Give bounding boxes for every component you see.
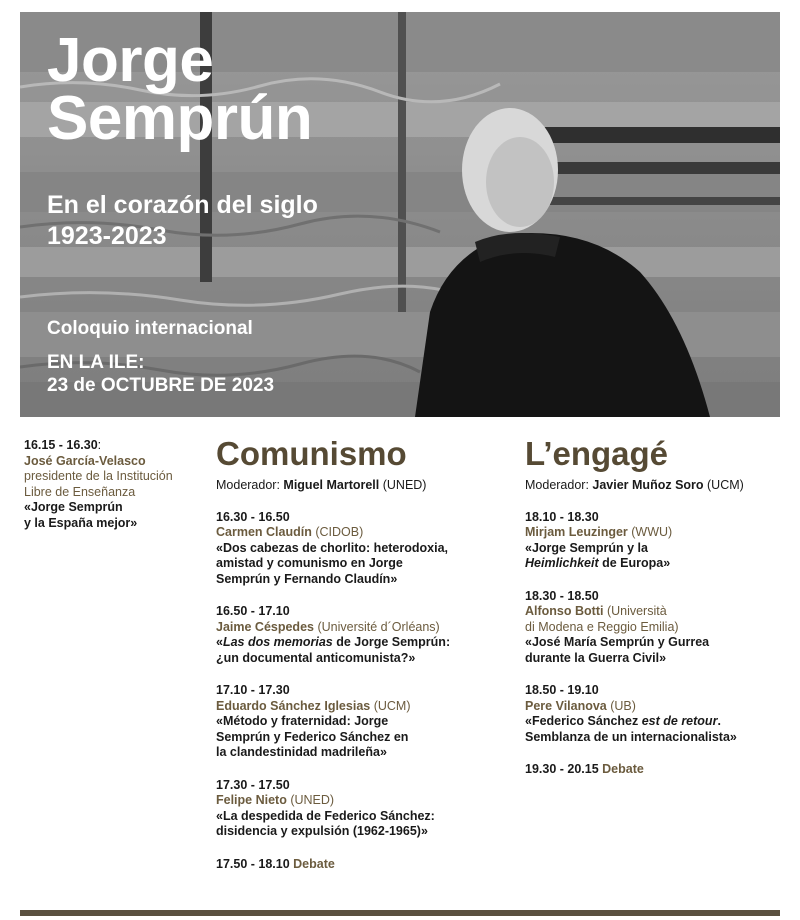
talk-time: 16.30 - 16.50	[216, 509, 290, 524]
speaker-name: Eduardo Sánchez Iglesias	[216, 698, 371, 713]
speaker-name: Carmen Claudín	[216, 525, 312, 539]
talk-speaker	[525, 604, 795, 620]
speaker-affiliation: (Università	[603, 604, 667, 618]
debate-label: Debate	[598, 762, 644, 776]
talk-title-line: «Dos cabezas de chorlito: heterodoxia,	[216, 540, 449, 555]
talk-speaker	[216, 699, 506, 715]
opening-role-line-1: presidente de la Institución	[24, 469, 173, 483]
speaker-affiliation-line-2: di Modena e Reggio Emilia)	[525, 619, 679, 634]
talk-title-line: «La despedida de Federico Sánchez:	[216, 808, 435, 823]
talk-speaker	[216, 620, 506, 636]
section-comunismo	[216, 436, 506, 872]
talk-title-line: Semblanza de un internacionalista»	[525, 729, 737, 744]
talk-time: 18.10 - 18.30	[525, 509, 599, 524]
subtitle	[47, 190, 318, 252]
talk-time: 18.50 - 19.10	[525, 683, 599, 697]
talk-time: 17.10 - 17.30	[216, 683, 290, 697]
talk-title-line	[525, 556, 795, 572]
talk-title-line	[525, 714, 795, 730]
debate-time: 19.30 - 20.15	[525, 762, 599, 776]
subtitle-years: 1923-2023	[47, 222, 167, 250]
speaker-name: Alfonso Botti	[525, 604, 604, 618]
speaker-name: Pere Vilanova	[525, 698, 607, 713]
debate-time: 17.50 - 18.10	[216, 856, 290, 871]
title-post: de Europa»	[598, 556, 671, 570]
talk-item	[525, 589, 795, 667]
opening-talk-line-2: y la España mejor»	[24, 515, 138, 530]
title-emphasis: est de retour	[641, 714, 718, 728]
venue-line: EN LA ILE:	[47, 352, 145, 373]
subtitle-line-1: En el corazón del siglo	[47, 191, 318, 219]
talk-title-line: «Jorge Semprún y la	[525, 540, 648, 555]
hero-banner	[20, 12, 780, 417]
speaker-affiliation: (UB)	[606, 698, 636, 713]
talk-title-line: amistad y comunismo en Jorge	[216, 556, 403, 570]
opening-speaker: José García-Velasco	[24, 453, 146, 468]
opening-session	[24, 438, 199, 531]
speaker-affiliation: (UNED)	[286, 793, 335, 807]
moderator-affiliation: (UNED)	[379, 478, 427, 492]
speaker-affiliation: (UCM)	[370, 698, 411, 713]
talk-time: 17.30 - 17.50	[216, 777, 290, 792]
opening-time-suffix: :	[97, 438, 102, 452]
talk-title-line: Semprún y Federico Sánchez en	[216, 729, 409, 744]
speaker-name: Mirjam Leuzinger	[525, 525, 628, 539]
speaker-name: Jaime Céspedes	[216, 619, 314, 634]
moderator-name: Miguel Martorell	[283, 478, 380, 492]
talk-title-line: «José María Semprún y Gurrea	[525, 635, 710, 649]
talk-item	[216, 604, 506, 666]
talk-item	[216, 510, 506, 588]
moderator	[216, 478, 506, 494]
speaker-affiliation: (WWU)	[627, 525, 673, 539]
title-pre: «Federico Sánchez	[525, 714, 642, 728]
opening-role-line-2: Libre de Enseñanza	[24, 484, 136, 499]
debate-row	[525, 762, 795, 778]
title-line-2: Semprún	[47, 84, 313, 153]
talk-item	[216, 778, 506, 840]
talk-speaker	[216, 793, 506, 809]
speaker-name: Felipe Nieto	[216, 793, 287, 807]
section-engage	[525, 436, 795, 778]
talk-time: 18.30 - 18.50	[525, 588, 599, 603]
talk-title-line: durante la Guerra Civil»	[525, 650, 667, 665]
moderator-label: Moderador:	[216, 478, 284, 492]
title-pre: «	[216, 635, 223, 649]
debate-row	[216, 857, 506, 873]
moderator-name: Javier Muñoz Soro	[592, 478, 704, 492]
title-emphasis: Heimlichkeit	[525, 556, 599, 570]
talk-time: 16.50 - 17.10	[216, 604, 290, 618]
moderator-label: Moderador:	[525, 478, 593, 492]
talk-speaker	[525, 699, 795, 715]
talk-title-line: ¿un documental anticomunista?»	[216, 650, 416, 665]
title-line-1: Jorge	[47, 26, 214, 95]
talk-title-line: la clandestinidad madrileña»	[216, 745, 387, 759]
date-line: 23 de OCTUBRE DE 2023	[47, 375, 275, 396]
moderator	[525, 478, 795, 494]
talk-speaker	[525, 525, 795, 541]
speaker-affiliation: (CIDOB)	[311, 525, 364, 539]
opening-time: 16.15 - 16.30	[24, 438, 98, 452]
speaker-affiliation: (Université d´Orléans)	[313, 619, 440, 634]
section-title: L’engagé	[525, 435, 669, 472]
moderator-affiliation: (UCM)	[703, 478, 744, 492]
opening-talk-line-1: «Jorge Semprún	[24, 500, 123, 514]
section-title: Comunismo	[216, 435, 407, 472]
talk-item	[525, 510, 795, 572]
talk-title-line: Semprún y Fernando Claudín»	[216, 571, 398, 586]
bottom-divider	[20, 910, 780, 916]
title-emphasis: Las dos memorias	[222, 635, 333, 649]
page-title	[47, 26, 313, 153]
talk-item	[525, 683, 795, 745]
venue-date	[47, 351, 274, 397]
title-post: .	[717, 714, 721, 728]
title-post: de Jorge Semprún:	[332, 635, 451, 649]
debate-label: Debate	[289, 856, 335, 871]
talk-speaker	[216, 525, 506, 541]
talk-item	[216, 683, 506, 761]
talk-title-line: «Método y fraternidad: Jorge	[216, 714, 389, 728]
event-type: Coloquio internacional	[47, 318, 253, 339]
opening-time-row	[24, 438, 199, 454]
talk-title-line: disidencia y expulsión (1962-1965)»	[216, 824, 428, 838]
talk-title-line	[216, 635, 506, 651]
